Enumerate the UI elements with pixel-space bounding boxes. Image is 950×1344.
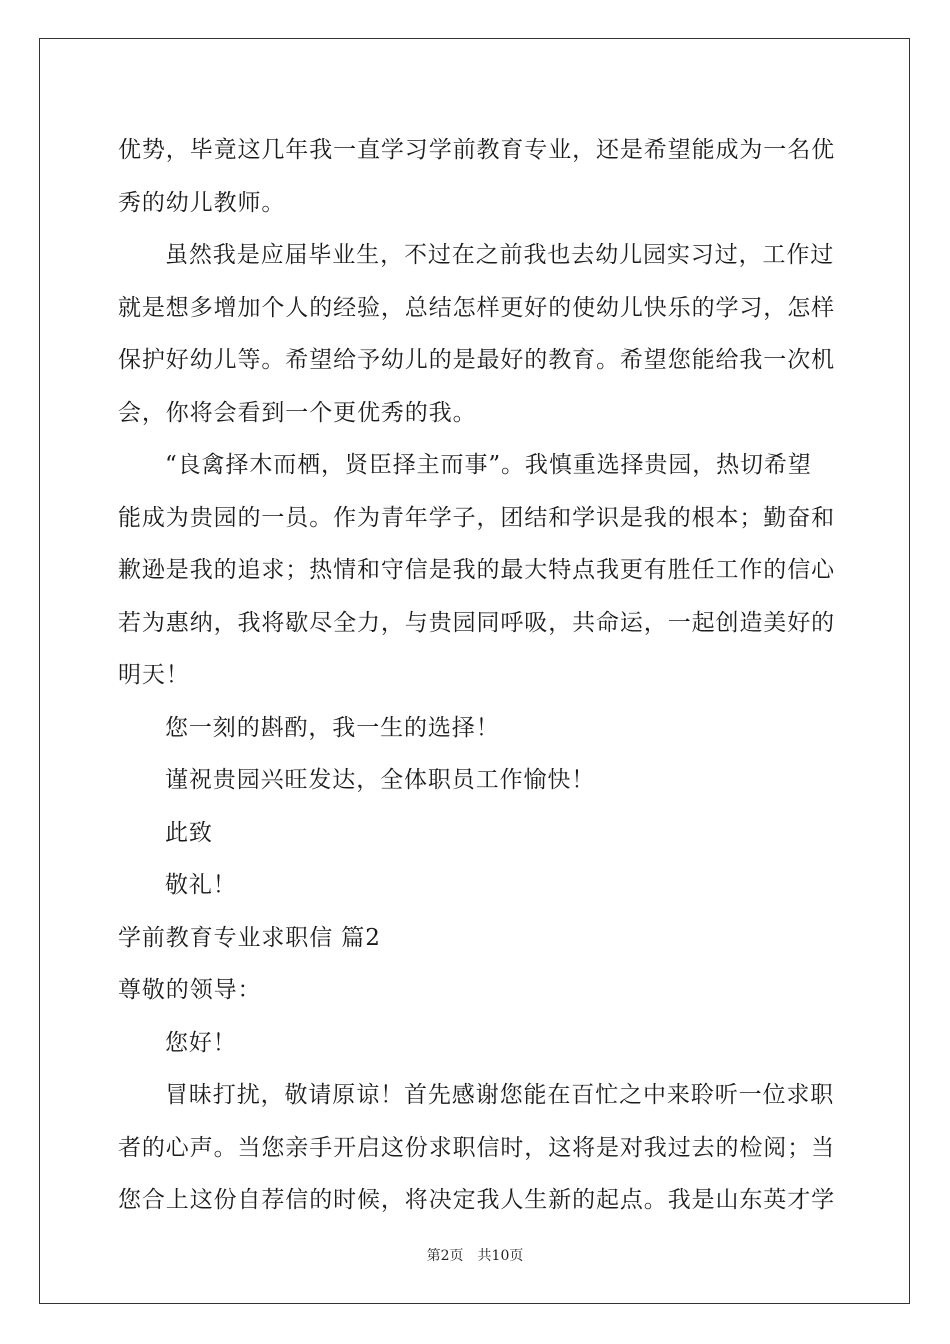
text-line: 能成为贵园的一员。作为青年学子，团结和学识是我的根本；勤奋和 (118, 504, 835, 531)
page-footer (0, 1247, 950, 1265)
text-line: 谨祝贵园兴旺发达，全体职员工作愉快！ (165, 767, 596, 793)
text-line: 者的心声。当您亲手开启这份求职信时，这将是对我过去的检阅；当 (118, 1134, 835, 1161)
text-line: 您合上这份自荐信的时候，将决定我人生新的起点。我是山东英才学 (118, 1187, 835, 1213)
text-line: 虽然我是应届毕业生，不过在之前我也去幼儿园实习过，工作过 (165, 242, 835, 268)
text-line: 秀的幼儿教师。 (118, 189, 286, 216)
text-line: 明天！ (118, 662, 190, 688)
text-line: 保护好幼儿等。希望给予幼儿的是最好的教育。希望您能给我一次机 (118, 347, 835, 373)
page-number: 第2页 (426, 1248, 464, 1264)
section-heading: 学前教育专业求职信 篇2 (118, 924, 381, 951)
text-line: 您一刻的斟酌，我一生的选择！ (165, 714, 500, 741)
text-line: 会，你将会看到一个更优秀的我。 (118, 399, 477, 426)
text-line: “良禽择木而栖，贤臣择主而事”。我慎重选择贵园，热切希望 (165, 452, 812, 478)
text-line: 冒昧打扰，敬请原谅！首先感谢您能在百忙之中来聆听一位求职 (165, 1082, 835, 1108)
text-line: 就是想多增加个人的经验，总结怎样更好的使幼儿快乐的学习，怎样 (118, 294, 835, 321)
greeting-line: 尊敬的领导： (118, 977, 262, 1003)
text-line: 若为惠纳，我将歇尽全力，与贵园同呼吸，共命运，一起创造美好的 (118, 609, 835, 636)
closing-line: 此致 (165, 819, 213, 846)
salutation-line: 敬礼！ (165, 872, 237, 898)
text-line: 歉逊是我的追求；热情和守信是我的最大特点我更有胜任工作的信心 (118, 557, 835, 583)
text-line: 优势，毕竟这几年我一直学习学前教育专业，还是希望能成为一名优 (118, 137, 835, 163)
text-line: 您好！ (165, 1029, 237, 1056)
document-body (118, 124, 838, 1227)
page-total: 共10页 (477, 1248, 524, 1264)
